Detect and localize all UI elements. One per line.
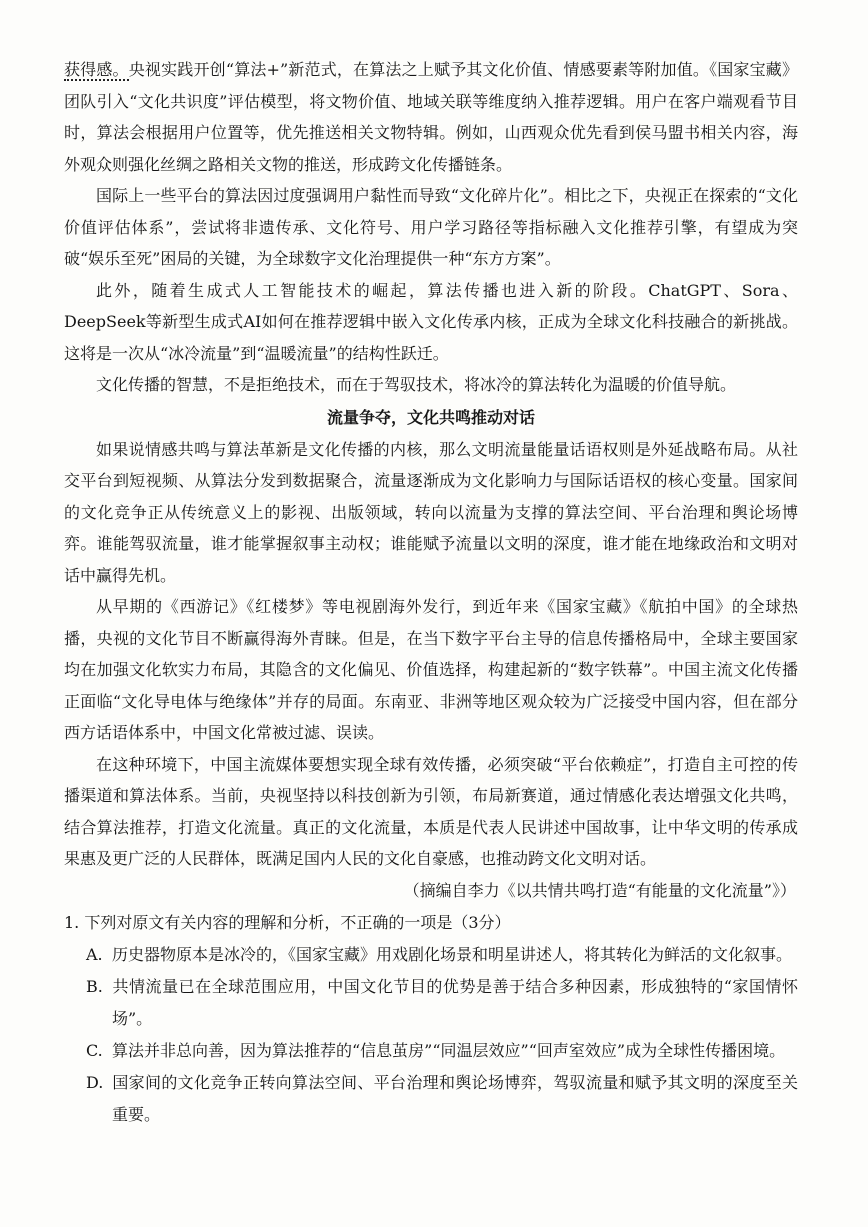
option-letter: D. xyxy=(86,1072,104,1092)
section-title: 流量争夺，文化共鸣推动对话 xyxy=(326,407,535,427)
article-paragraph-6: 从早期的《西游记》《红楼梦》等电视剧海外发行，到近年来《国家宝藏》《航拍中国》的全球热播，央视的文化节目不断赢得海外青睐。但是，在当下数字平台主导的信息传播格局中，全球主要国家均在加强文化软实力布局，其隐含的文化偏见、价值选择，构建起新的“数字铁幕”。中国主流文化传播正面临“文化导电体与绝缘体”并存的局面。东南亚、非洲等地区观众较为广泛接受中国内容，但在部分西方话语体系中，中国文化常被过滤、误读。 xyxy=(64,597,798,742)
option-text: 历史器物原本是冰冷的，《国家宝藏》用戏剧化场景和明星讲述人，将其转化为鲜活的文化叙事。 xyxy=(112,944,793,964)
option-c[interactable] xyxy=(66,1035,798,1067)
article-paragraph-2: 国际上一些平台的算法因过度强调用户黏性而导致“文化碎片化”。相比之下，央视正在探索的“文化价值评估体系”，尝试将非遗传承、文化符号、用户学习路径等指标融入文化推荐引擎，有望成为突破“娱乐至死”困局的关键，为全球数字文化治理提供一种“东方方案”。 xyxy=(64,186,798,268)
option-letter: B. xyxy=(86,976,103,996)
option-letter: A. xyxy=(86,944,103,964)
article-paragraph-5: 如果说情感共鸣与算法革新是文化传播的内核，那么文明流量能量话语权则是外延战略布局。从社交平台到短视频、从算法分发到数据聚合，流量逐渐成为文化影响力与国际话语权的核心变量。国家间的文化竞争正从传统意义上的影视、出版领域，转向以流量为支撑的算法空间、平台治理和舆论场博弈。谁能驾驭流量，谁才能掌握叙事主动权；谁能赋予流量以文明的深度，谁才能在地缘政治和文明对话中赢得先机。 xyxy=(64,439,798,585)
question-stem: 1. 下列对原文有关内容的理解和分析，不正确的一项是（3分） xyxy=(64,912,511,932)
source-citation: （摘编自李力《以共情共鸣打造“有能量的文化流量”》） xyxy=(403,880,796,900)
article-paragraph-4: 文化传播的智慧，不是拒绝技术，而在于驾驭技术，将冰冷的算法转化为温暖的价值导航。 xyxy=(96,375,737,394)
dotted-emphasis: 获得感。 xyxy=(64,60,129,79)
article-paragraph-3: 此外，随着生成式人工智能技术的崛起，算法传播也进入新的阶段。ChatGPT、Sora、DeepSeek等新型生成式AI如何在推荐逻辑中嵌入文化传承内核，正成为全球文化科技融合的新挑战。这将是一次从“冰冷流量”到“温暖流量”的结构性跃迁。 xyxy=(64,280,798,363)
option-d[interactable] xyxy=(66,1067,798,1131)
option-text: 算法并非总向善，因为算法推荐的“信息茧房”“同温层效应”“回声室效应”成为全球性传播困境。 xyxy=(112,1040,786,1060)
option-a[interactable] xyxy=(66,939,798,971)
article-paragraph-1 xyxy=(64,54,798,180)
option-b[interactable] xyxy=(66,971,798,1035)
option-text: 国家间的文化竞争正转向算法空间、平台治理和舆论场博弈，驾驭流量和赋予其文明的深度至关重要。 xyxy=(112,1072,798,1124)
paragraph-text: 央视实践开创“算法+”新范式，在算法之上赋予其文化价值、情感要素等附加值。《国家宝藏》团队引入“文化共识度”评估模型，将文物价值、地域关联等维度纳入推荐逻辑。用户在客户端观看节目时，算法会根据用户位置等，优先推送相关文物特辑。例如，山西观众优先看到侯马盟书相关内容，海外观众则强化丝绸之路相关文物的推送，形成跨文化传播链条。 xyxy=(64,60,798,174)
option-text: 共情流量已在全球范围应用，中国文化节目的优势是善于结合多种因素，形成独特的“家国情怀场”。 xyxy=(112,976,798,1028)
option-letter: C. xyxy=(86,1040,103,1060)
article-paragraph-7: 在这种环境下，中国主流媒体要想实现全球有效传播，必须突破“平台依赖症”，打造自主可控的传播渠道和算法体系。当前，央视坚持以科技创新为引领，布局新赛道，通过情感化表达增强文化共鸣，结合算法推荐，打造文化流量。真正的文化流量，本质是代表人民讲述中国故事，让中华文明的传承成果惠及更广泛的人民群体，既满足国内人民的文化自豪感，也推动跨文化文明对话。 xyxy=(64,754,798,868)
